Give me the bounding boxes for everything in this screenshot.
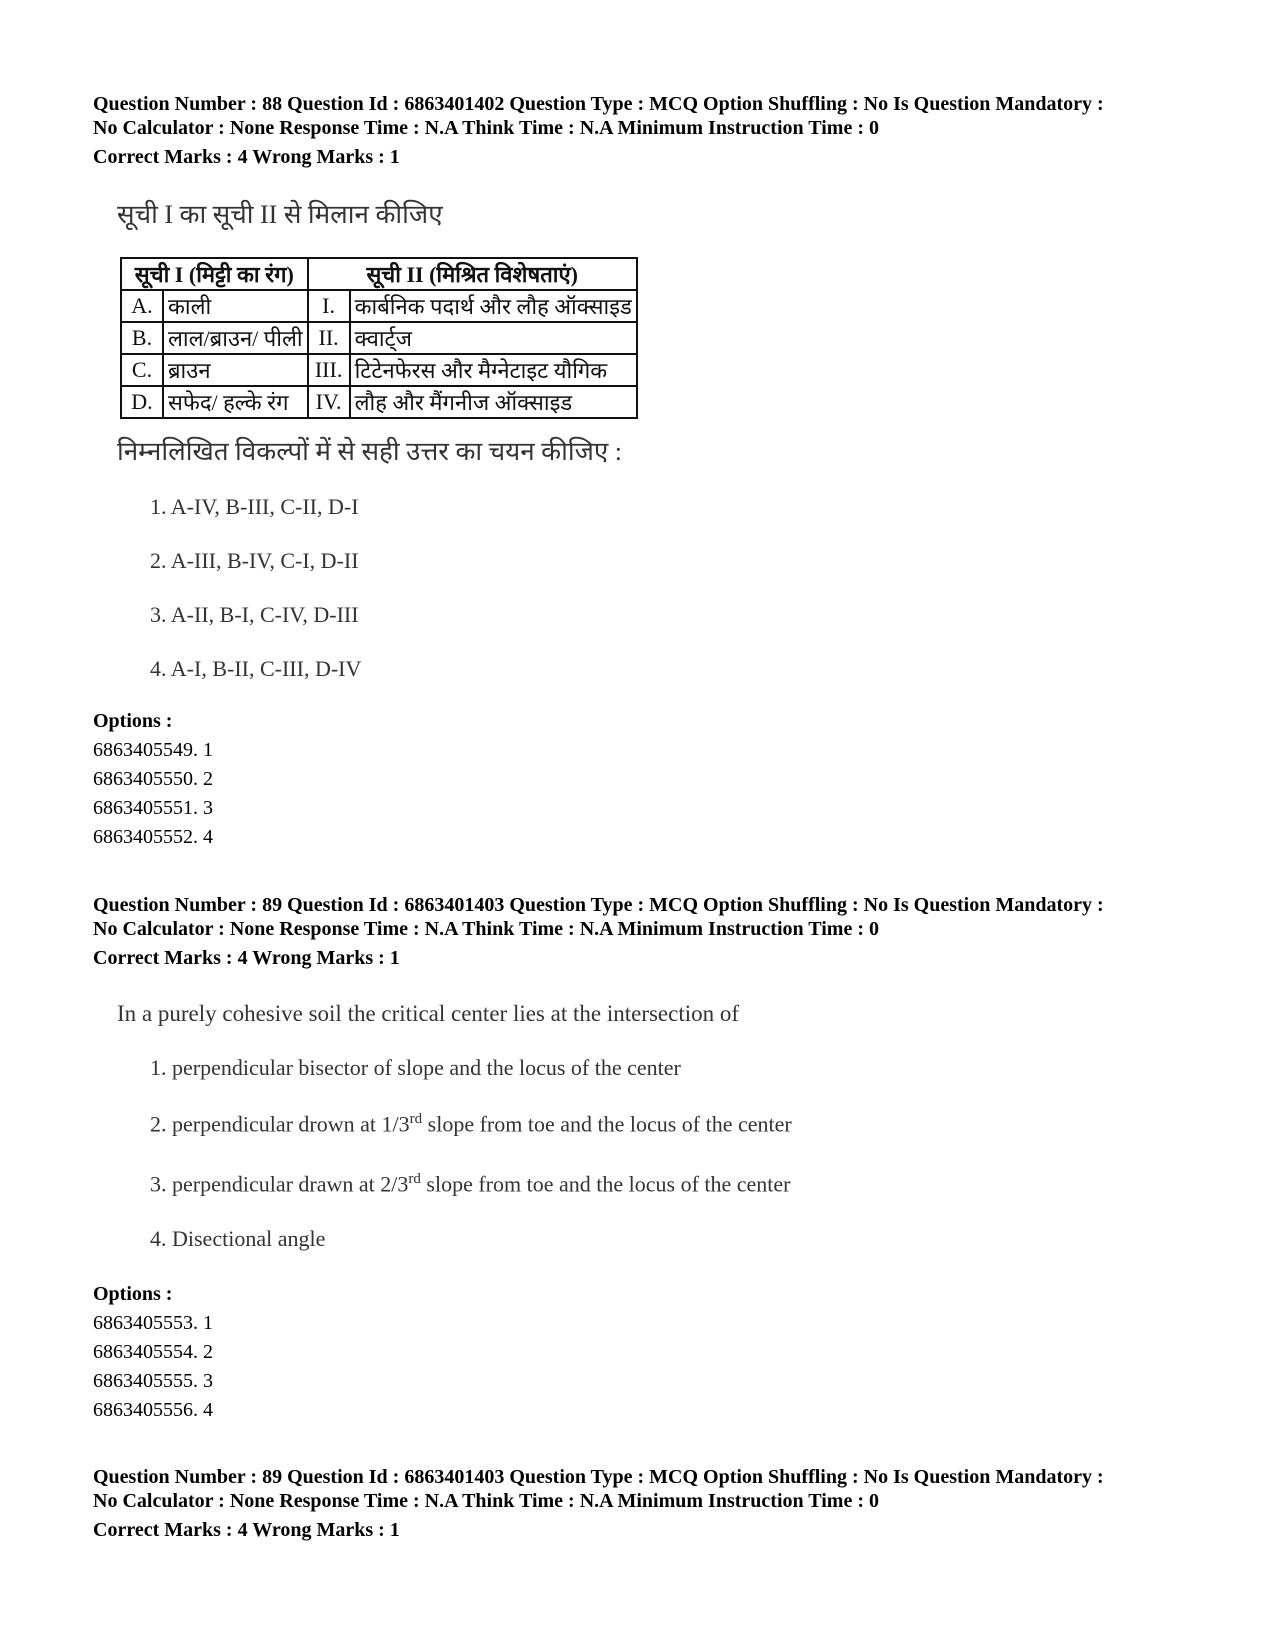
answer-choice: 2. A-III, B-IV, C-I, D-II — [150, 548, 359, 573]
row-key-right: III. — [308, 354, 350, 386]
row-value-left: काली — [163, 290, 308, 322]
choice-text: 1. perpendicular bisector of slope and the locus of the center — [150, 1055, 681, 1080]
question-89-prompt: In a purely cohesive soil the critical center lies at the intersection of — [117, 1001, 740, 1026]
options-heading: Options : — [93, 710, 173, 732]
choice-text: slope from toe and the locus of the center — [420, 1171, 791, 1197]
option-item: 6863405553. 1 — [93, 1312, 213, 1334]
question-88-meta — [93, 92, 1213, 169]
option-item: 6863405552. 4 — [93, 826, 213, 848]
answer-choice — [150, 1226, 325, 1252]
question-marks: Correct Marks : 4 Wrong Marks : 1 — [93, 146, 400, 168]
row-key-left: D. — [121, 386, 163, 418]
match-table — [120, 257, 638, 419]
options-list — [93, 707, 213, 852]
table-header-row — [121, 258, 637, 290]
answer-choice: 4. A-I, B-II, C-III, D-IV — [150, 656, 362, 681]
row-key-left: B. — [121, 322, 163, 354]
question-88-instruction: निम्नलिखित विकल्पों में से सही उत्तर का चयन कीजिए : — [117, 437, 622, 466]
row-value-right: लौह और मैंगनीज ऑक्साइड — [350, 386, 637, 418]
table-row — [121, 290, 637, 322]
row-value-left: ब्राउन — [163, 354, 308, 386]
question-meta-line: No Calculator : None Response Time : N.A Think Time : N.A Minimum Instruction Time : 0 — [93, 918, 879, 940]
question-marks: Correct Marks : 4 Wrong Marks : 1 — [93, 1519, 400, 1541]
question-meta-line: No Calculator : None Response Time : N.A Think Time : N.A Minimum Instruction Time : 0 — [93, 1490, 879, 1512]
choice-superscript: rd — [408, 1171, 421, 1187]
question-meta-line: Question Number : 88 Question Id : 6863401402 Question Type : MCQ Option Shuffling : No Is Question Mandatory : — [93, 93, 1104, 115]
row-key-right: IV. — [308, 386, 350, 418]
row-key-right: II. — [308, 322, 350, 354]
row-key-left: C. — [121, 354, 163, 386]
choice-text: slope from toe and the locus of the center — [422, 1111, 792, 1137]
question-marks: Correct Marks : 4 Wrong Marks : 1 — [93, 947, 400, 969]
table-header-list-1: सूची I (मिट्टी का रंग) — [121, 258, 308, 290]
options-heading: Options : — [93, 1283, 173, 1305]
row-value-left: लाल/ब्राउन/ पीली — [163, 322, 308, 354]
choice-text: 2. perpendicular drown at 1/3 — [150, 1111, 410, 1137]
option-item: 6863405554. 2 — [93, 1341, 213, 1363]
answer-choice — [150, 1171, 791, 1197]
question-meta-line: No Calculator : None Response Time : N.A Think Time : N.A Minimum Instruction Time : 0 — [93, 117, 879, 139]
option-item: 6863405550. 2 — [93, 768, 213, 790]
answer-choice — [150, 1111, 792, 1137]
question-meta-line: Question Number : 89 Question Id : 6863401403 Question Type : MCQ Option Shuffling : No Is Question Mandatory : — [93, 1466, 1104, 1488]
row-value-right: टिटेनफेरस और मैग्नेटाइट यौगिक — [350, 354, 637, 386]
option-item: 6863405555. 3 — [93, 1370, 213, 1392]
answer-choice — [150, 1055, 681, 1081]
question-89-meta — [93, 893, 1213, 970]
row-key-right: I. — [308, 290, 350, 322]
question-88-prompt: सूची I का सूची II से मिलान कीजिए — [117, 200, 443, 229]
row-value-right: कार्बनिक पदार्थ और लौह ऑक्साइड — [350, 290, 637, 322]
table-row — [121, 354, 637, 386]
table-row — [121, 386, 637, 418]
answer-choice: 1. A-IV, B-III, C-II, D-I — [150, 494, 359, 519]
table-row — [121, 322, 637, 354]
answer-choice: 3. A-II, B-I, C-IV, D-III — [150, 602, 359, 627]
choice-text: 3. perpendicular drawn at 2/3 — [150, 1171, 409, 1197]
question-89-repeat-meta — [93, 1465, 1213, 1542]
row-value-right: क्वार्ट्ज — [350, 322, 637, 354]
question-meta-line: Question Number : 89 Question Id : 6863401403 Question Type : MCQ Option Shuffling : No Is Question Mandatory : — [93, 894, 1104, 916]
table-header-list-2: सूची II (मिश्रित विशेषताएं) — [308, 258, 637, 290]
choice-text: 4. Disectional angle — [150, 1226, 326, 1251]
option-item: 6863405549. 1 — [93, 739, 213, 761]
row-value-left: सफेद/ हल्के रंग — [163, 386, 308, 418]
choice-superscript: rd — [409, 1111, 423, 1127]
row-key-left: A. — [121, 290, 163, 322]
option-item: 6863405556. 4 — [93, 1399, 213, 1421]
options-list — [93, 1280, 213, 1425]
option-item: 6863405551. 3 — [93, 797, 213, 819]
